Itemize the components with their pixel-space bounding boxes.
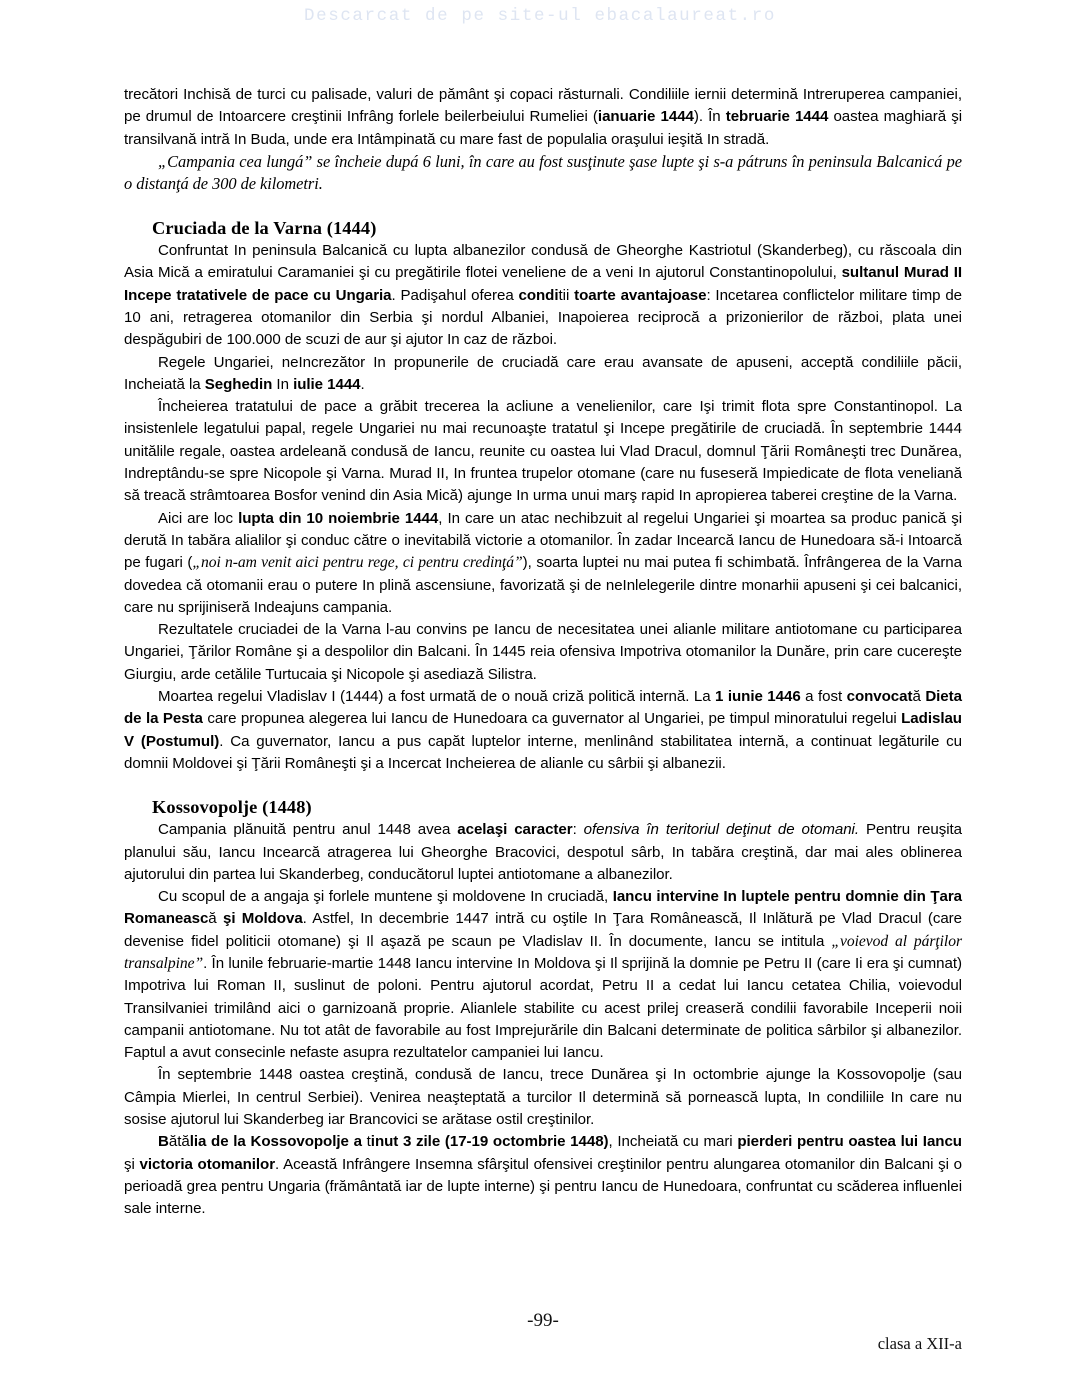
- page-number: -99-: [527, 1310, 559, 1331]
- s1p6-text-i: . Ca guvernator, Iancu a pus capăt luptelor interne, menlinând stabilitatea internă, a continuat legăturile cu domnii Moldovei şi Ţării Româneşti şi a Incercat Incheierea de alianle cu sârbii şi albanezii.: [124, 732, 962, 772]
- s2p4-text-h: şi: [124, 1155, 140, 1173]
- section-heading-cruciada-varna: Cruciada de la Varna (1444): [152, 218, 377, 239]
- paragraph-s1-1: [124, 240, 962, 351]
- s1p2-bold-seghedin: Seghedin: [204, 375, 273, 393]
- intro-text-c: ). În: [693, 108, 726, 126]
- s1p6-bold-1iunie: 1 iunie 1446: [715, 688, 801, 706]
- s2p2-bold-moldova: şi Moldova: [222, 910, 303, 928]
- s2p4-bold-victoria: victoria otomanilor: [139, 1155, 276, 1173]
- paragraph-s1-4: [124, 508, 962, 619]
- s1p1-text-tii: tii: [558, 286, 570, 304]
- s1p1-text-a: Confruntat In peninsula Balcanică cu lupta albanezilor condusă de Gheorghe Kastriotul (Skanderbeg), cu răscoala din Asia Mică a emiratului Caramaniei şi cu pregătirile flotei veneliene de a veni In ajutorul Constantinopolului,: [124, 242, 962, 282]
- s1p6-text-a-char: ă: [912, 688, 921, 706]
- s2p2-text-a-char: ă: [208, 910, 217, 928]
- s2p4-text-t: t: [366, 1133, 371, 1151]
- class-label: clasa a XII-a: [877, 1334, 962, 1353]
- s1p6-text-a: Moartea regelui Vladislav I (1444) a fost urmată de o nouă criză politică internă. La: [158, 688, 716, 706]
- s2p4-bold-lia: lia de la Kossovopolje a: [189, 1133, 367, 1151]
- intro-text-a: trecători Inchisă de turci cu palisade, valuri de pământ şi copaci răsturnali. Condiliile iernii determină Intreruperea campaniei, pe drumul de Intoarcere creştinii Infrâng forlele beilerbeiului Rumeliei (: [124, 86, 962, 126]
- s2p4-text-j: . Această Infrângere Insemna sfârşitul ofensivei creştinilor pentru alungarea otomanilor din Balcani şi o perioadă grea pentru Ungaria (frământată iar de lupte interne) şi pentru Iancu de Hunedoara, confruntat cu scăderea influenlei sale interne.: [124, 1155, 962, 1218]
- s1p2-text-a: Regele Ungariei, neIncrezător In propunerile de cruciadă care erau avansate de apuseni, acceptă condiliile păcii, Incheiată la: [124, 353, 962, 393]
- spacer: [124, 775, 962, 795]
- s1p6-text-g: care propunea alegerea lui Iancu de Hunedoara ca guvernator al Ungariei, pe timpul minoratului regelui: [202, 710, 902, 728]
- s2p1-text-a: Campania plănuită pentru anul 1448 avea: [158, 821, 458, 839]
- paragraph-quote-campania: „Campania cea lungá” se încheie dupá 6 luni, în care au fost susţinute şase lupte şi s-a pátruns în peninsula Balcanicá pe o distanţá de 300 de kilometri.: [124, 151, 962, 194]
- intro-bold-ianuarie: ianuarie 1444: [597, 108, 694, 126]
- s1p6-bold-ladislau: Ladislau V (Postumul): [124, 710, 962, 750]
- s2p4-text-ata: ătă: [168, 1133, 190, 1151]
- s1p6-bold-convocat: convocat: [846, 688, 913, 706]
- s2p2-text-e: . Astfel, In decembrie 1447 intră cu oştile In Ţara Românească, Il Inlătură pe Vlad Dracul (care devenise fidel politicii otomane) şi Il aşază pe scaun pe Vladislav II. În documente, Iancu se intitula: [124, 910, 962, 950]
- s1p1-bold-sultanul: sultanul Murad II Incepe tratativele de pace cu Ungaria: [124, 264, 962, 304]
- s2p4-bold-pierderi: pierderi pentru oastea lui Iancu: [737, 1133, 962, 1151]
- paragraph-s1-3: Încheierea tratatului de pace a grăbit trecerea la acliune a venelienilor, care Işi trimit flota spre Constantinopol. La insistenlele legatului papal, regele Ungariei nu mai recunoaşte tratatul şi Incepe pregătirile de cruciadă. În septembrie 1444 unitălile regale, oastea ardeleană condusă de Iancu, reunite cu oastea lui Vlad Dracul, domnul Ţării Româneşti trec Dunărea, Indreptându-se spre Nicopole şi Varna. Murad II, In fruntea trupelor otomane (care nu fuseseră Impiedicate de flota veneliană să treacă strâmtoarea Bosfor venind din Asia Mică) ajunge In urma unui marş rapid In apropierea taberei creştine de la Varna.: [124, 398, 962, 505]
- s1p2-text-e: .: [360, 375, 365, 393]
- s1p6-text-c: a fost: [800, 688, 847, 706]
- s1p1-text-g: : Incetarea conflictelor militare timp de 10 ani, retragerea otomanilor din Serbia şi nordul Albaniei, Inapoierea reciprocă a prizonierilor de război, plata unei despăgubiri de 100.000 de scuzi de aur şi ajutor In caz de război.: [124, 286, 963, 349]
- s1p2-text-c: In: [272, 375, 294, 393]
- s1p2-bold-iulie: iulie 1444: [293, 375, 361, 393]
- s1p6-bold-dieta: Dieta de la Pesta: [124, 688, 962, 728]
- s1p4-text-a: Aici are loc: [158, 509, 239, 527]
- s1p4-bold-lupta: lupta din 10 noiembrie 1444: [238, 509, 439, 527]
- watermark-text: Descarcat de pe site-ul ebacalaureat.ro: [304, 6, 776, 26]
- paragraph-s2-2: [124, 886, 962, 1064]
- s2p1-text-d: :: [572, 821, 584, 839]
- s1p4-inline-quote: „noi n-am venit aici pentru rege, ci pentru credinţá”: [192, 554, 523, 572]
- paragraph-s2-4: [124, 1131, 962, 1220]
- paragraph-s2-1: [124, 819, 962, 886]
- s1p4-text-c: , In care un atac nechibzuit al regelui Ungariei şi moartea sa produc panică şi derută In tabăra alialilor şi conduc către o inevitabilă victorie a otomanilor. În zadar Incearcă Iancu de Hunedoara să-i Intoarcă pe fugari (: [124, 509, 963, 572]
- s2p1-italic-ofensiva: ofensiva în teritoriul deţinut de otomani.: [583, 821, 859, 839]
- paragraph-s1-5: Rezultatele cruciadei de la Varna l-au convins pe Iancu de necesitatea unei alianle militare antiotomane cu participarea Ungariei, Ţărilor Române şi a despolilor din Balcani. În 1445 reia ofensiva Impotriva otomanilor la Dunăre, prin care cucereşte Giurgiu, arde cetălile Turtucaia şi Nicopole şi asediază Silistra.: [124, 621, 962, 683]
- s2p2-inline-quote: „voievod al párţilor transalpine”: [124, 932, 962, 972]
- s2p4-text-f: , Incheiată cu mari: [608, 1133, 738, 1151]
- s1p1-text-c: . Padişahul oferea: [391, 286, 519, 304]
- paragraph-s1-6: [124, 686, 962, 775]
- spacer: [124, 196, 962, 216]
- page-footer: [124, 1310, 962, 1370]
- paragraph-s1-2: [124, 352, 962, 397]
- s2p2-bold-iancu-intervine: Iancu intervine In luptele pentru domnie din Ţara Romaneasc: [124, 888, 963, 928]
- s2p2-text-a: Cu scopul de a angaja şi forlele muntene şi moldovene In cruciadă,: [158, 888, 613, 906]
- paragraph-intro: [124, 84, 962, 151]
- s2p1-bold-acela: acela: [457, 821, 495, 839]
- s1p4-text-d: ), soarta luptei nu mai putea fi schimbată. Înfrângerea de la Varna dovedea că otomanii erau o putere In plină ascensiune, favorizată şi de neInlelegerile dintre monarhii apuseni şi cei balcanici, care nu sprijiniseră Indeajuns campania.: [124, 554, 962, 616]
- s2p1-bold-caracter: şi caracter: [494, 821, 573, 839]
- s2p4-bold-inut: inut 3 zile (17-19 octombrie 1448): [370, 1133, 609, 1151]
- section-heading-kossovopolje: Kossovopolje (1448): [152, 797, 312, 818]
- intro-text-e: oastea maghiară şi transilvană intră In Buda, unde era Intâmpinată cu mare fast de populalia oraşului ieşită In stradă.: [124, 108, 962, 148]
- intro-bold-februarie: tebruarie 1444: [725, 108, 829, 126]
- s2p1-text-f: Pentru reuşita planului său, Iancu Incearcă atragerea lui Gheorghe Bracovici, despotul sârb, In tabăra creştină, dar mai ales oblinerea ajutorului din partea lui Skanderbeg, conducătorul luptei antiotomane a albanezilor.: [124, 821, 963, 883]
- document-body: [124, 84, 962, 1221]
- s1p1-bold-condi: condi: [518, 286, 559, 304]
- s2p2-text-f: . În lunile februarie-martie 1448 Iancu intervine In Moldova şi Il sprijină la domnie pe Petru II (care Ii era şi cumnat) Impotriva lui Roman II, suslinut de poloni. Pentru ajutorul acordat, Petru II a cedat lui Iancu cetatea Chilia, voievodul Transilvaniei trimilând aici o garnizoană proprie. Alianlele stabilite cu acest prilej creaseră condilii favorabile Inceperii noii campanii antiotomane. Nu tot atât de favorabile au fost Imprejurările din Balcani determinate de politica sârbilor şi albanezilor. Faptul a avut consecinle nefaste asupra rezultatelor campaniei lui Iancu.: [124, 954, 962, 1062]
- paragraph-s2-3: În septembrie 1448 oastea creştină, condusă de Iancu, trece Dunărea şi In octombrie ajunge la Kossovopolje (sau Câmpia Mierlei, In centrul Serbiei). Venirea neaşteptată a turcilor Il determină să pornească lupta, In condiliile In care nu sosise ajutorul lui Skanderbeg iar Brancovici se arătase ostil creştinilor.: [124, 1066, 962, 1129]
- s2p4-bold-b: B: [158, 1133, 169, 1151]
- s1p1-bold-avantajoase: toarte avantajoase: [574, 286, 707, 304]
